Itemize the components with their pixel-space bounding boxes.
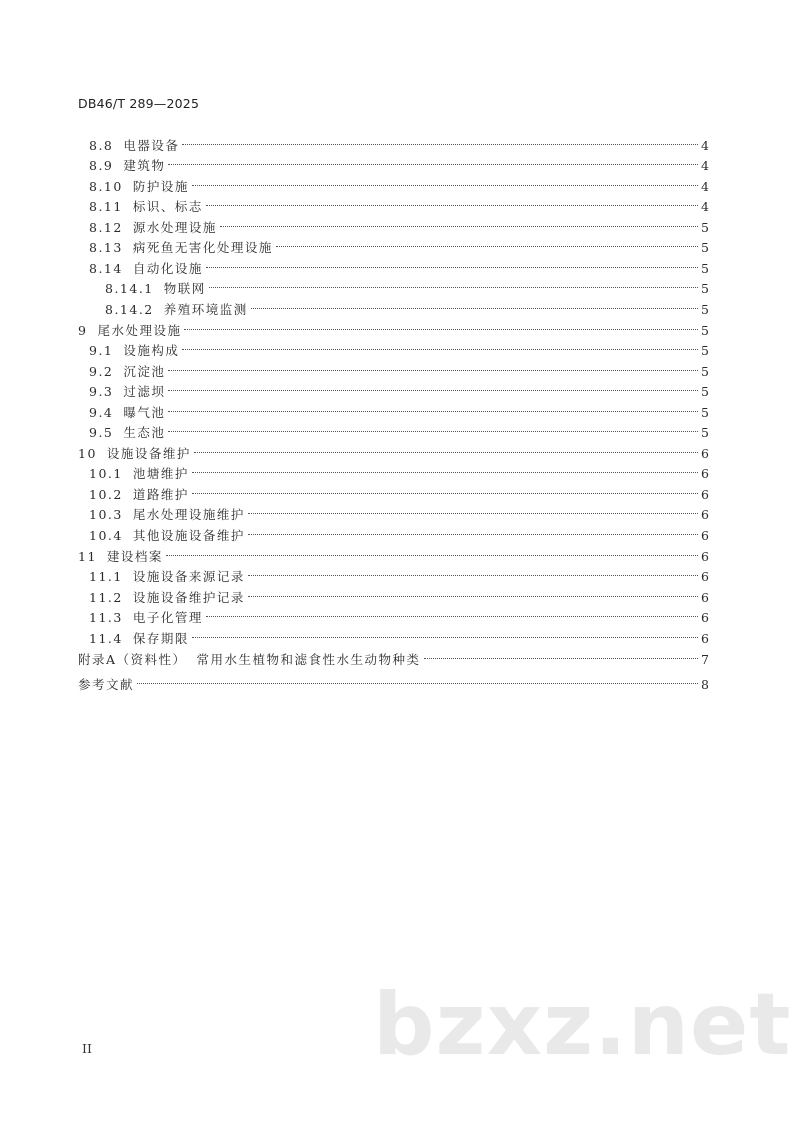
toc-entry[interactable] bbox=[89, 479, 709, 502]
toc-entry[interactable] bbox=[89, 582, 709, 605]
toc-entry-title: 曝气池 bbox=[123, 405, 166, 420]
toc-entry-number: 8.12 bbox=[89, 220, 123, 235]
toc-entry-page: 5 bbox=[701, 281, 709, 296]
toc-entry-title: 道路维护 bbox=[132, 487, 189, 502]
toc-entry-number: 10.2 bbox=[89, 487, 123, 502]
toc-entry-page: 6 bbox=[701, 610, 709, 625]
toc-dot-leader bbox=[192, 458, 698, 478]
toc-dot-leader bbox=[168, 397, 698, 417]
toc-entry-title: 电器设备 bbox=[123, 138, 180, 153]
toc-entry-title: 建设档案 bbox=[106, 549, 163, 564]
toc-entry[interactable] bbox=[78, 438, 709, 461]
toc-dot-leader bbox=[137, 669, 698, 689]
toc-entry-title: 生态池 bbox=[123, 425, 166, 440]
toc-entry-number: 8.14.2 bbox=[105, 302, 154, 317]
toc-entry-title: 自动化设施 bbox=[132, 261, 203, 276]
toc-entry-page: 5 bbox=[701, 261, 709, 276]
toc-entry-page: 5 bbox=[701, 364, 709, 379]
toc-entry-title: 建筑物 bbox=[123, 158, 166, 173]
watermark-logo: bzxz.net bbox=[373, 975, 792, 1075]
toc-entry-title: 沉淀池 bbox=[123, 364, 166, 379]
toc-entry-number: 10 bbox=[78, 446, 97, 461]
toc-dot-leader bbox=[194, 438, 698, 458]
toc-entry[interactable] bbox=[89, 397, 709, 420]
toc-entry-number: 8.14 bbox=[89, 261, 123, 276]
toc-entry[interactable] bbox=[105, 294, 709, 317]
toc-entry-number: 8.11 bbox=[89, 199, 123, 214]
toc-entry[interactable] bbox=[89, 253, 709, 276]
toc-entry-title: 防护设施 bbox=[132, 179, 189, 194]
toc-entry[interactable] bbox=[78, 315, 709, 338]
toc-entry-number: 8.10 bbox=[89, 179, 123, 194]
toc-entry-number: 10.4 bbox=[89, 528, 123, 543]
toc-dot-leader bbox=[168, 356, 698, 376]
toc-dot-leader bbox=[248, 561, 698, 581]
toc-entry[interactable] bbox=[78, 644, 709, 667]
toc-entry[interactable] bbox=[89, 232, 709, 255]
toc-dot-leader bbox=[206, 602, 698, 622]
toc-entry[interactable] bbox=[89, 417, 709, 440]
toc-entry-title: 其他设施设备维护 bbox=[132, 528, 245, 543]
toc-entry-title: 参考文献 bbox=[78, 677, 135, 692]
toc-entry-page: 4 bbox=[701, 158, 709, 173]
toc-entry-title: 尾水处理设施 bbox=[97, 323, 182, 338]
toc-entry-page: 5 bbox=[701, 240, 709, 255]
toc-dot-leader bbox=[220, 212, 698, 232]
toc-entry-title: 保存期限 bbox=[132, 631, 189, 646]
toc-entry-number: 11.2 bbox=[89, 590, 123, 605]
toc-entry[interactable] bbox=[89, 130, 709, 153]
toc-entry-number: 8.14.1 bbox=[105, 281, 154, 296]
toc-entry[interactable] bbox=[89, 623, 709, 646]
toc-entry[interactable] bbox=[89, 499, 709, 522]
toc-entry-title: 过滤坝 bbox=[123, 384, 166, 399]
toc-entry-number: 11.1 bbox=[89, 569, 123, 584]
toc-entry-page: 6 bbox=[701, 590, 709, 605]
toc-dot-leader bbox=[209, 273, 698, 293]
toc-entry-title: 源水处理设施 bbox=[132, 220, 217, 235]
toc-entry[interactable] bbox=[89, 376, 709, 399]
toc-dot-leader bbox=[192, 171, 698, 191]
toc-entry-number: 附录A（资料性） bbox=[78, 652, 187, 667]
toc-entry-page: 6 bbox=[701, 631, 709, 646]
toc-dot-leader bbox=[248, 582, 698, 602]
toc-entry-number: 9.1 bbox=[89, 343, 114, 358]
toc-entry-page: 5 bbox=[701, 405, 709, 420]
toc-dot-leader bbox=[168, 150, 698, 170]
toc-entry-title: 设施设备来源记录 bbox=[132, 569, 245, 584]
toc-dot-leader bbox=[424, 644, 698, 664]
toc-dot-leader bbox=[168, 376, 698, 396]
toc-entry[interactable] bbox=[89, 458, 709, 481]
toc-entry-page: 6 bbox=[701, 569, 709, 584]
toc-entry[interactable] bbox=[89, 150, 709, 173]
toc-dot-leader bbox=[206, 253, 698, 273]
toc-entry[interactable] bbox=[89, 520, 709, 543]
toc-dot-leader bbox=[182, 335, 698, 355]
toc-entry-page: 6 bbox=[701, 487, 709, 502]
toc-entry[interactable] bbox=[78, 669, 709, 692]
toc-entry-page: 5 bbox=[701, 384, 709, 399]
toc-entry[interactable] bbox=[89, 356, 709, 379]
page-number: II bbox=[82, 1041, 92, 1056]
toc-entry-number: 8.8 bbox=[89, 138, 114, 153]
toc-dot-leader bbox=[166, 541, 698, 561]
toc-entry-number: 9.4 bbox=[89, 405, 114, 420]
toc-entry-number: 11.3 bbox=[89, 610, 123, 625]
toc-dot-leader bbox=[192, 479, 698, 499]
toc-entry-number: 11.4 bbox=[89, 631, 123, 646]
toc-entry-page: 6 bbox=[701, 549, 709, 564]
toc-entry-page: 5 bbox=[701, 220, 709, 235]
toc-dot-leader bbox=[206, 191, 698, 211]
toc-entry-title: 设施设备维护记录 bbox=[132, 590, 245, 605]
toc-dot-leader bbox=[276, 232, 698, 252]
toc-entry[interactable] bbox=[89, 191, 709, 214]
toc-dot-leader bbox=[248, 499, 698, 519]
toc-entry-title: 尾水处理设施维护 bbox=[132, 507, 245, 522]
toc-entry-page: 5 bbox=[701, 425, 709, 440]
toc-entry-title: 物联网 bbox=[163, 281, 206, 296]
toc-dot-leader bbox=[182, 130, 698, 150]
toc-entry-page: 5 bbox=[701, 323, 709, 338]
toc-entry-title: 病死鱼无害化处理设施 bbox=[132, 240, 273, 255]
toc-entry[interactable] bbox=[78, 541, 709, 564]
toc-entry-number: 10.3 bbox=[89, 507, 123, 522]
toc-entry-number: 9 bbox=[78, 323, 88, 338]
toc-entry[interactable] bbox=[89, 561, 709, 584]
toc-entry-title: 电子化管理 bbox=[132, 610, 203, 625]
toc-dot-leader bbox=[251, 294, 698, 314]
toc-entry-title: 设施构成 bbox=[123, 343, 180, 358]
toc-entry-number: 9.5 bbox=[89, 425, 114, 440]
toc-entry-page: 4 bbox=[701, 138, 709, 153]
toc-dot-leader bbox=[192, 623, 698, 643]
toc-entry-title: 常用水生植物和滤食性水生动物种类 bbox=[196, 652, 421, 667]
toc-entry-number: 8.9 bbox=[89, 158, 114, 173]
toc-entry-title: 标识、标志 bbox=[132, 199, 203, 214]
toc-entry-page: 6 bbox=[701, 446, 709, 461]
toc-entry-page: 5 bbox=[701, 343, 709, 358]
toc-entry-title: 池塘维护 bbox=[132, 466, 189, 481]
toc-entry-number: 11 bbox=[78, 549, 97, 564]
toc-entry[interactable] bbox=[89, 335, 709, 358]
toc-dot-leader bbox=[168, 417, 698, 437]
toc-entry-number: 8.13 bbox=[89, 240, 123, 255]
toc-entry[interactable] bbox=[89, 212, 709, 235]
toc-entry-page: 7 bbox=[701, 652, 709, 667]
toc-entry[interactable] bbox=[89, 171, 709, 194]
toc-entry-page: 5 bbox=[701, 302, 709, 317]
toc-entry-number: 9.3 bbox=[89, 384, 114, 399]
toc-entry-page: 8 bbox=[701, 677, 709, 692]
toc-entry[interactable] bbox=[105, 273, 709, 296]
toc-entry-page: 4 bbox=[701, 199, 709, 214]
toc-entry-title: 设施设备维护 bbox=[106, 446, 191, 461]
toc-entry-page: 6 bbox=[701, 528, 709, 543]
toc-entry-page: 6 bbox=[701, 466, 709, 481]
toc-dot-leader bbox=[248, 520, 698, 540]
toc-entry-page: 4 bbox=[701, 179, 709, 194]
toc-entry-title: 养殖环境监测 bbox=[163, 302, 248, 317]
toc-entry-page: 6 bbox=[701, 507, 709, 522]
toc-dot-leader bbox=[184, 315, 698, 335]
toc-entry-number: 10.1 bbox=[89, 466, 123, 481]
toc-entry-number: 9.2 bbox=[89, 364, 114, 379]
toc-entry[interactable] bbox=[89, 602, 709, 625]
document-code: DB46/T 289—2025 bbox=[78, 96, 200, 111]
